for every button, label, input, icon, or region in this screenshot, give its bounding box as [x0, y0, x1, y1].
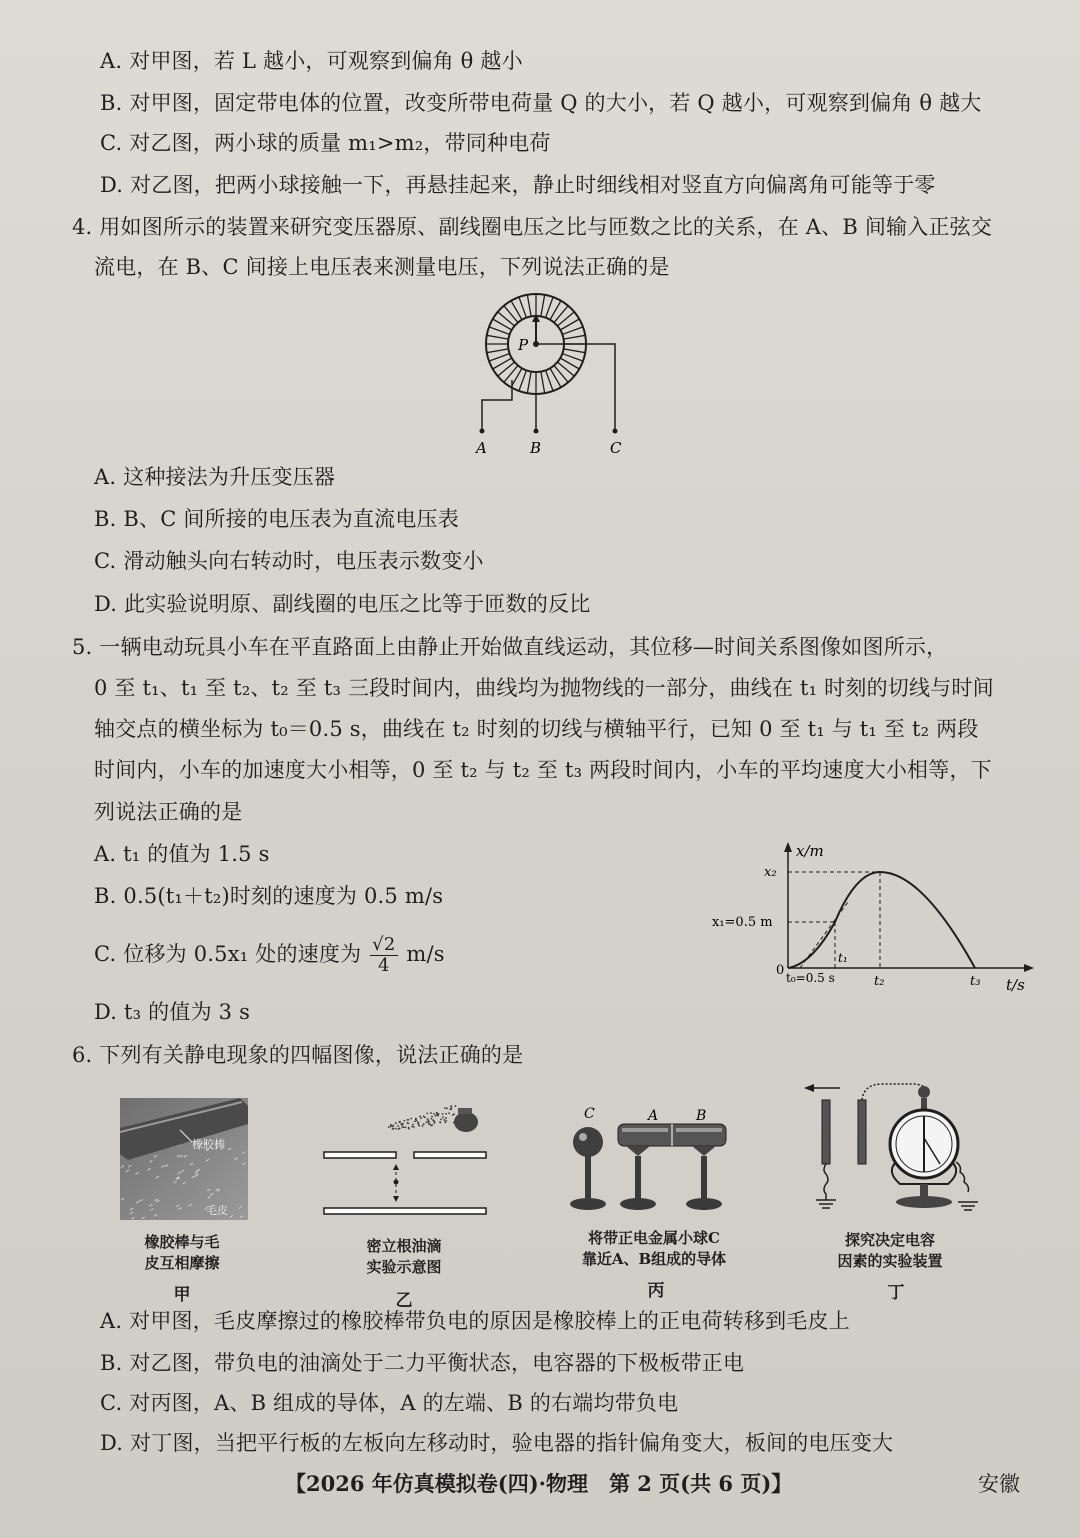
electroscope-post: [920, 1184, 928, 1198]
coil-turn: [489, 354, 510, 362]
q4-option-a: A. 这种接法为升压变压器: [94, 465, 336, 489]
atomizer-nozzle: [458, 1108, 472, 1114]
q5-stem-line2: 0 至 t₁、t₁ 至 t₂、t₂ 至 t₃ 三段时间内，曲线均为抛物线的一部分，曲线在 t₁ 时刻的切线与时间: [94, 676, 994, 700]
spray-droplet: [450, 1106, 452, 1108]
ball-c-base: [570, 1198, 606, 1210]
q3-option-c: C. 对乙图，两小球的质量 m₁>m₂，带同种电荷: [100, 131, 551, 155]
spray-droplet: [388, 1126, 390, 1128]
coil-turn: [562, 327, 583, 335]
coil-turn: [527, 372, 531, 394]
fig-bing-conductor: [566, 1100, 736, 1218]
fig-jia-caption: [124, 1232, 240, 1274]
spray-droplet: [417, 1121, 419, 1123]
label-c: C: [584, 1106, 595, 1122]
electroscope-knob: [918, 1086, 930, 1098]
label-rubber-rod: 橡胶棒: [192, 1138, 225, 1151]
spray-droplet: [443, 1119, 445, 1121]
fraction-denominator: 4: [378, 955, 390, 976]
coil-turn: [487, 335, 509, 339]
spray-droplet: [426, 1112, 428, 1114]
coil-turn: [519, 370, 527, 391]
spray-droplet: [415, 1118, 417, 1120]
spray-droplet: [432, 1119, 434, 1121]
spray-droplet: [453, 1113, 455, 1115]
spray-droplet: [440, 1118, 442, 1120]
spray-droplet: [422, 1125, 424, 1127]
x1-label: x₁=0.5 m: [712, 915, 773, 930]
fraction-numerator: √2: [372, 934, 396, 955]
spray-droplet: [436, 1114, 438, 1116]
fig-yi-name: 乙: [395, 1291, 413, 1311]
q4-transformer-figure: [460, 290, 640, 460]
spray-droplet: [442, 1116, 444, 1118]
spray-droplet: [433, 1113, 435, 1115]
label-c: C: [610, 439, 622, 457]
province-label: 安徽: [978, 1472, 1020, 1496]
lower-plate: [324, 1208, 486, 1214]
spray-droplet: [399, 1127, 401, 1129]
origin-label: 0: [776, 963, 785, 978]
spray-droplet: [408, 1128, 410, 1130]
stand-a-base: [620, 1198, 656, 1210]
atomizer-bulb: [454, 1112, 478, 1132]
t3-label: t₃: [970, 974, 981, 989]
q6-option-b: B. 对乙图，带负电的油滴处于二力平衡状态，电容器的下极板带正电: [100, 1351, 745, 1375]
spray-droplet: [393, 1128, 395, 1130]
spray-droplet: [428, 1123, 430, 1125]
left-wire: [824, 1164, 828, 1200]
fig-yi-caption-text: 密立根油滴 实验示意图: [366, 1237, 442, 1276]
q5-option-d: D. t₃ 的值为 3 s: [94, 1000, 251, 1024]
spray-droplet: [413, 1126, 415, 1128]
spray-droplet: [455, 1105, 457, 1107]
ball-c: [573, 1127, 603, 1157]
label-a: A: [648, 1108, 659, 1124]
arrow-up: [393, 1164, 399, 1170]
coil-turn: [546, 297, 554, 318]
spray-droplet: [445, 1117, 447, 1119]
spray-droplet: [403, 1120, 405, 1122]
upper-plate-right: [414, 1152, 486, 1158]
fig-yi-caption: [346, 1236, 462, 1278]
spray-droplet: [395, 1122, 397, 1124]
spray-droplet: [414, 1120, 416, 1122]
fig-ding-caption-text: 探究决定电容 因素的实验装置: [837, 1231, 943, 1270]
stand-b-base: [686, 1198, 722, 1210]
label-b: B: [696, 1108, 707, 1124]
x2-label: x₂: [764, 865, 777, 880]
oil-drop: [394, 1180, 399, 1185]
spray-droplet: [405, 1127, 407, 1129]
spray-droplet: [419, 1115, 421, 1117]
fig-ding-caption: [820, 1230, 960, 1272]
spray-droplet: [431, 1116, 433, 1118]
spray-droplet: [431, 1118, 433, 1120]
q5-stem-line5: 列说法正确的是: [94, 800, 243, 824]
spray-droplet: [407, 1122, 409, 1124]
q4-stem-line2: 流电，在 B、C 间接上电压表来测量电压，下列说法正确的是: [94, 255, 670, 279]
t1-label: t₁: [838, 951, 848, 965]
label-p: P: [518, 336, 529, 354]
spray-droplet: [449, 1108, 451, 1110]
label-fur: 毛皮: [206, 1204, 228, 1217]
fig-ding-name: 丁: [887, 1283, 905, 1303]
electroscope-base: [896, 1196, 952, 1208]
xt-curve: [788, 872, 975, 968]
spray-droplet: [425, 1121, 427, 1123]
label-b: B: [530, 439, 542, 457]
x-axis-arrow: [1024, 964, 1034, 972]
q5-option-b: B. 0.5(t₁＋t₂)时刻的速度为 0.5 m/s: [94, 884, 444, 908]
stand-b-top: [692, 1146, 716, 1156]
q5-option-c-text: C. 位移为 0.5x₁ 处的速度为: [94, 942, 362, 966]
q5-option-a: A. t₁ 的值为 1.5 s: [94, 842, 270, 866]
fig-ding-capacitor: [800, 1078, 986, 1218]
coil-turn: [541, 372, 545, 394]
coil-turn: [527, 295, 531, 317]
terminal-a: [480, 429, 485, 434]
a-highlight: [622, 1128, 668, 1132]
spray-droplet: [442, 1113, 444, 1115]
q5-xt-graph: [700, 836, 1040, 1006]
spray-droplet: [439, 1122, 441, 1124]
spray-droplet: [448, 1112, 450, 1114]
fig-yi-millikan: [318, 1098, 498, 1222]
q6-option-d: D. 对丁图，当把平行板的左板向左移动时，验电器的指针偏角变大，板间的电压变大: [100, 1431, 894, 1455]
coil-turn: [489, 327, 510, 335]
q6-option-a: A. 对甲图，毛皮摩擦过的橡胶棒带负电的原因是橡胶棒上的正电荷转移到毛皮上: [100, 1309, 850, 1333]
spray-droplet: [430, 1112, 432, 1114]
q3-option-d: D. 对乙图，把两小球接触一下，再悬挂起来，静止时细线相对竖直方向偏离角可能等于零: [100, 173, 936, 197]
terminal-c: [613, 429, 618, 434]
coil-turn: [487, 349, 509, 353]
q5-option-c-fraction: [370, 935, 397, 976]
q4-option-c: C. 滑动触头向右转动时，电压表示数变小: [94, 549, 484, 573]
fig-jia-photo: [120, 1098, 248, 1220]
spray-droplet: [435, 1115, 437, 1117]
wire-c: [536, 344, 615, 430]
x-axis-label: t/s: [1006, 976, 1025, 994]
q5-stem-line1: 5. 一辆电动玩具小车在平直路面上由静止开始做直线运动，其位移—时间关系图像如图所示，: [72, 635, 948, 659]
spray-droplet: [390, 1124, 392, 1126]
spray-droplet: [397, 1125, 399, 1127]
stand-a: [635, 1156, 641, 1200]
q3-option-b: B. 对甲图，固定带电体的位置，改变所带电荷量 Q 的大小，若 Q 越小，可观察到偏角 θ 越大: [100, 91, 982, 115]
spray-droplet: [444, 1121, 446, 1123]
spray-droplet: [410, 1118, 412, 1120]
spray-droplet: [434, 1122, 436, 1124]
fig-jia-name: 甲: [173, 1285, 191, 1305]
spray-droplet: [445, 1113, 447, 1115]
spray-droplet: [395, 1128, 397, 1130]
spray-droplet: [423, 1123, 425, 1125]
t0-label: t₀=0.5 s: [786, 971, 835, 985]
spray-droplet: [392, 1125, 394, 1127]
ball-c-highlight: [579, 1133, 587, 1141]
spray-droplet: [427, 1120, 429, 1122]
right-plate: [858, 1100, 866, 1164]
q6-option-c: C. 对丙图，A、B 组成的导体，A 的左端、B 的右端均带负电: [100, 1391, 679, 1415]
q4-option-d: D. 此实验说明原、副线圈的电压之比等于匝数的反比: [94, 592, 591, 616]
y-axis-arrow: [784, 842, 792, 852]
coil-turn: [564, 349, 586, 353]
t2-label: t₂: [874, 974, 885, 989]
left-plate: [822, 1100, 830, 1164]
q5-option-c-unit: m/s: [406, 942, 445, 966]
q5-option-c: [94, 935, 445, 976]
q5-stem-line4: 时间内，小车的加速度大小相等，0 至 t₂ 与 t₂ 至 t₃ 两段时间内，小车的平均速度大小相等，下: [94, 758, 992, 782]
spray-droplet: [402, 1123, 404, 1125]
b-highlight: [676, 1128, 722, 1132]
q6-stem: 6. 下列有关静电现象的四幅图像，说法正确的是: [72, 1043, 524, 1067]
ball-c-stand: [585, 1156, 591, 1200]
spray-droplet: [412, 1124, 414, 1126]
spray-droplet: [444, 1107, 446, 1109]
spray-droplet: [446, 1107, 448, 1109]
oil-spray: [388, 1105, 456, 1130]
y-axis-label: x/m: [796, 842, 824, 860]
arrow-down: [393, 1196, 399, 1202]
coil-turn: [541, 295, 545, 317]
spray-droplet: [418, 1123, 420, 1125]
stand-b: [701, 1156, 707, 1200]
q4-stem-line1: 4. 用如图所示的装置来研究变压器原、副线圈电压之比与匝数之比的关系，在 A、B 间输入正弦交: [72, 215, 993, 239]
spray-droplet: [420, 1117, 422, 1119]
spray-droplet: [430, 1125, 432, 1127]
terminal-b: [534, 429, 539, 434]
fig-bing-name: 丙: [647, 1281, 665, 1301]
top-wire: [862, 1084, 926, 1100]
spray-droplet: [407, 1119, 409, 1121]
fig-jia-caption-text: 橡胶棒与毛 皮互相摩擦: [144, 1233, 220, 1272]
label-a: A: [476, 439, 487, 457]
q5-stem-line3: 轴交点的横坐标为 t₀＝0.5 s，曲线在 t₂ 时刻的切线与横轴平行，已知 0 至 t₁ 与 t₁ 至 t₂ 两段: [94, 717, 979, 741]
right-wire: [956, 1162, 969, 1192]
wire-a: [482, 380, 512, 430]
upper-plate-left: [324, 1152, 396, 1158]
fig-bing-caption-text: 将带正电金属小球C 靠近A、B组成的导体: [581, 1229, 727, 1268]
spray-droplet: [399, 1121, 401, 1123]
coil-turn: [519, 297, 527, 318]
stand-a-top: [626, 1146, 650, 1156]
q4-option-b: B. B、C 间所接的电压表为直流电压表: [94, 507, 459, 531]
coil-turn: [546, 370, 554, 391]
fig-bing-caption: [566, 1228, 742, 1270]
q3-option-a: A. 对甲图，若 L 越小，可观察到偏角 θ 越小: [100, 49, 523, 73]
page-footer: 【2026 年仿真模拟卷(四)·物理 第 2 页(共 6 页)】: [285, 1471, 793, 1496]
spray-droplet: [411, 1126, 413, 1128]
coil-turn: [564, 335, 586, 339]
coil-turn: [562, 354, 583, 362]
move-arrow-head: [804, 1084, 814, 1092]
spray-droplet: [423, 1116, 425, 1118]
spray-droplet: [402, 1126, 404, 1128]
